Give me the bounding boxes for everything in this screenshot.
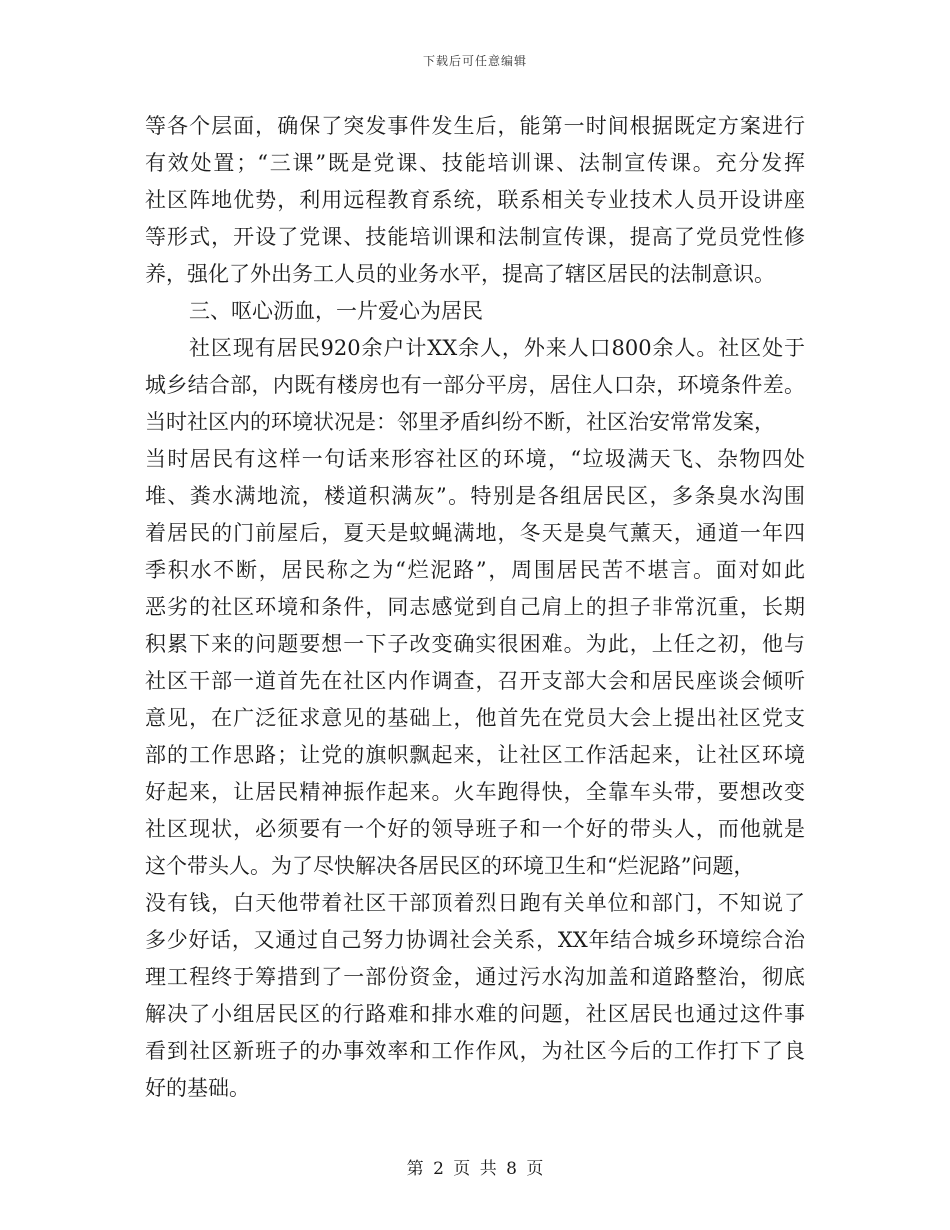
paragraph-line: 好的基础。 (145, 1076, 250, 1100)
paragraph-line: 城乡结合部，内既有楼房也有一部分平房，居住人口杂，环境条件差。 (145, 373, 805, 397)
paragraph-line: 社区现状，必须要有一个好的领导班子和一个好的带头人，而他就是 (145, 817, 805, 841)
paragraph-line: 意见，在广泛征求意见的基础上，他首先在党员大会上提出社区党支 (145, 706, 805, 730)
paragraph-line: 部的工作思路；让党的旗帜飘起来，让社区工作活起来，让社区环境 (145, 743, 805, 767)
paragraph-line: 等形式，开设了党课、技能培训课和法制宣传课，提高了党员党性修 (145, 225, 805, 249)
paragraph-line: 当时社区内的环境状况是：邻里矛盾纠纷不断，社区治安常常发案， (145, 410, 775, 434)
paragraph-line: 等各个层面，确保了突发事件发生后，能第一时间根据既定方案进行 (145, 114, 805, 138)
paragraph-line: 积累下来的问题要想一下子改变确实很困难。为此，上任之初，他与 (145, 632, 805, 656)
paragraph-line: 理工程终于筹措到了一部份资金，通过污水沟加盖和道路整治，彻底 (145, 965, 805, 989)
paragraph-line: 着居民的门前屋后，夏天是蚊蝇满地，冬天是臭气薰天，通道一年四 (145, 521, 805, 545)
paragraph-line: 社区干部一道首先在社区内作调查，召开支部大会和居民座谈会倾听 (145, 669, 805, 693)
paragraph-line: 多少好话，又通过自己努力协调社会关系，XX年结合城乡环境综合治 (145, 928, 805, 952)
paragraph-line: 社区阵地优势，利用远程教育系统，联系相关专业技术人员开设讲座 (145, 188, 805, 212)
paragraph-line: 恶劣的社区环境和条件，同志感觉到自己肩上的担子非常沉重，长期 (145, 595, 805, 619)
paragraph-line: 这个带头人。为了尽快解决各居民区的环境卫生和“烂泥路”问题， (145, 854, 755, 878)
paragraph-line: 看到社区新班子的办事效率和工作作风，为社区今后的工作打下了良 (145, 1039, 805, 1063)
page-footer: 第 2 页 共 8 页 (406, 1159, 544, 1179)
paragraph-line: 有效处置；“三课”既是党课、技能培训课、法制宣传课。充分发挥 (145, 151, 805, 175)
section-heading: 三、呕心沥血，一片爱心为居民 (189, 299, 483, 323)
paragraph-line: 堆、粪水满地流，楼道积满灰”。特别是各组居民区，多条臭水沟围 (145, 484, 805, 508)
paragraph-line: 季积水不断，居民称之为“烂泥路”，周围居民苦不堪言。面对如此 (145, 558, 805, 582)
paragraph-line: 养，强化了外出务工人员的业务水平，提高了辖区居民的法制意识。 (145, 262, 775, 286)
paragraph-line: 解决了小组居民区的行路难和排水难的问题，社区居民也通过这件事 (145, 1002, 805, 1026)
paragraph-line: 社区现有居民920余户计XX余人，外来人口800余人。社区处于 (189, 336, 805, 360)
page-header: 下载后可任意编辑 (422, 54, 527, 68)
paragraph-line: 当时居民有这样一句话来形容社区的环境，“垃圾满天飞、杂物四处 (145, 447, 805, 471)
paragraph-line: 没有钱，白天他带着社区干部顶着烈日跑有关单位和部门，不知说了 (145, 891, 805, 915)
document-body (145, 108, 805, 1107)
paragraph-line: 好起来，让居民精神振作起来。火车跑得快，全靠车头带，要想改变 (145, 780, 805, 804)
